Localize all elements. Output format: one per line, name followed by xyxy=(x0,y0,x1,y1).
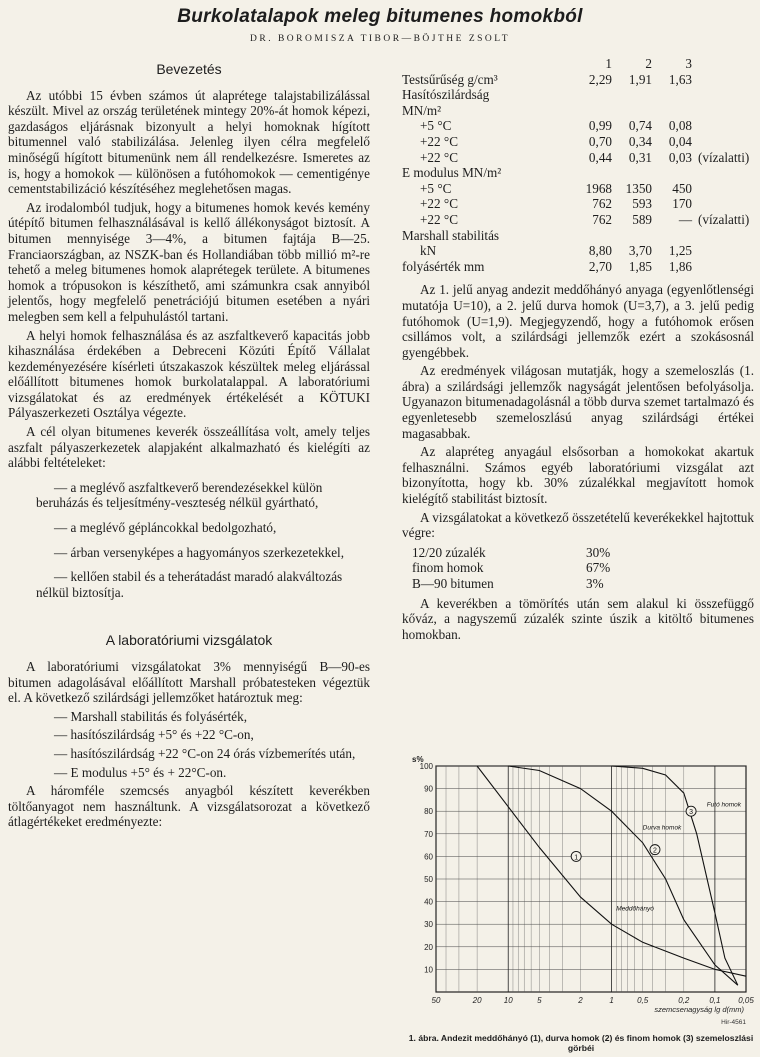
y-axis-label: s% xyxy=(412,755,424,764)
y-tick-label: 100 xyxy=(419,762,433,771)
list-item: — a meglévő aszfaltkeverő berendezésekkel külön beruházás és teljesítmény-veszteség nélkül gyártható, xyxy=(8,480,370,511)
value-cell xyxy=(658,165,698,181)
value-cell: 0,34 xyxy=(628,133,652,149)
value-cell: 593 xyxy=(632,196,652,212)
paragraph: A keverékben a tömörítés után sem alakul ki összefüggő kőváz, a nagyszemű zúzalék szinte úszik a kitöltő bitumenes homokban. xyxy=(402,595,754,642)
row-note xyxy=(698,228,753,244)
article-authors: DR. BOROMISZA TIBOR—BÖJTHE ZSOLT xyxy=(250,34,510,44)
value-cell: 1,91 xyxy=(628,71,652,87)
x-tick-label: 0,5 xyxy=(637,996,649,1005)
mix-pct: 3% xyxy=(586,576,604,591)
list-item: — Marshall stabilitás és folyásérték, xyxy=(8,709,370,725)
value-cell: 589 xyxy=(632,211,652,227)
x-tick-label: 20 xyxy=(472,996,482,1005)
paragraph: A cél olyan bitumenes keverék összeállítása volt, amely teljes aszfalt pályaszerkezetek alapjaként alkalmazható és kielégíti az alábbi feltételeket: xyxy=(8,424,370,471)
table-header-cell: 1 xyxy=(605,56,612,71)
table-row xyxy=(402,134,753,150)
value-cell: 170 xyxy=(672,196,692,212)
y-tick-label: 80 xyxy=(424,807,433,817)
figure-stamp: Hir-4561 xyxy=(721,1019,746,1026)
x-tick-label: 0,1 xyxy=(709,996,721,1005)
x-tick-label: 50 xyxy=(431,996,441,1005)
paragraph: Az irodalomból tudjuk, hogy a bitumenes homok kevés kemény útépítő bitumen felhasználásával is kellő állékonyságot biztosít. A bitumen mennyisége 3—4%, a bitumen fajtája B—25. Franciaországban, az NSZK-ban és Hollandiában több millió m²-re tehető a meleg bitumenes homok alaprétegek területe. A bitumenes homok a trópusokon is készíthető, ami számunkra csak annyiból jelentős, hogy megfelelő penetrációjú bitumen esetében a nyári melegben sem kell a felpuhulástól tartani. xyxy=(8,199,370,324)
value-cell: 0,44 xyxy=(588,149,612,165)
results-table xyxy=(402,56,753,274)
value-cell: 1,86 xyxy=(668,258,692,274)
list-item: — E modulus +5° és + 22°C-on. xyxy=(8,765,370,781)
value-cell: 1968 xyxy=(585,180,612,196)
table-row xyxy=(412,576,614,592)
mix-name: B—90 bitumen xyxy=(412,576,494,591)
mix-pct: 30% xyxy=(586,544,611,560)
table-header-row xyxy=(402,56,753,72)
section-heading-intro: Bevezetés xyxy=(156,61,222,77)
value-cell: 1,25 xyxy=(668,243,692,259)
row-label: folyásérték mm xyxy=(402,258,485,274)
row-label: +22 °C xyxy=(420,196,458,212)
row-note xyxy=(698,87,753,103)
series-name-label: Durva homok xyxy=(642,824,682,832)
value-cell: 3,70 xyxy=(628,243,652,259)
table-row xyxy=(402,243,753,259)
mix-name: finom homok xyxy=(412,560,484,576)
value-cell xyxy=(618,165,658,181)
x-tick-label: 0,2 xyxy=(678,996,690,1005)
value-cell: 0,70 xyxy=(588,133,612,149)
x-tick-label: 1 xyxy=(609,996,614,1005)
row-note: (vízalatti) xyxy=(698,211,750,227)
paragraph: Az utóbbi 15 évben számos út alaprétege talajstabilizálással készült. Mivel az ország területének mintegy 20%-át homok képezi, gazdaságos eljárásnak bizonyult a helyi homoknak hígított bitumennel való stabilizálása. Jelenleg ilyen célra megfelelő minőségű hígított bitumenünk nem áll rendelkezésre. Ismeretes az is, hogy a homokok — különösen a futóhomokok — cementigénye cementstabilizáció készítéséhez meglehetősen magas. xyxy=(8,87,370,197)
y-tick-label: 30 xyxy=(424,920,433,930)
series-line-3 xyxy=(612,766,738,985)
table-row xyxy=(402,228,753,244)
value-cell xyxy=(574,87,618,103)
y-tick-label: 60 xyxy=(424,852,433,862)
x-tick-label: 10 xyxy=(503,996,513,1005)
row-note xyxy=(698,72,753,88)
paragraph: Az eredmények világosan mutatják, hogy a szemeloszlás (1. ábra) a szilárdsági jellemzők nagyságát jelentősen befolyásolja. Ugyanazon bitumenadagolásnál a több durva szemet tartalmazó és egyenletesebb szemeloszlású anyag szilárdsági értékei magasabbak. xyxy=(402,363,754,441)
list-item: — kellően stabil és a teherátadást maradó alakváltozás nélkül biztosítja. xyxy=(8,569,370,600)
table-header-cell: 2 xyxy=(645,56,652,71)
row-label: E modulus MN/m² xyxy=(402,165,502,181)
paragraph: A vizsgálatokat a következő összetételű keverékekkel hajtottuk végre: xyxy=(402,509,754,541)
row-note xyxy=(698,196,753,212)
row-label: +22 °C xyxy=(420,133,458,149)
figure-1 xyxy=(408,752,758,1032)
row-label: +5 °C xyxy=(420,180,452,196)
table-row xyxy=(402,181,753,197)
value-cell: 0,74 xyxy=(628,118,652,134)
value-cell: 762 xyxy=(592,196,612,212)
value-cell: 0,99 xyxy=(588,118,612,134)
x-axis-label: szemcsenagyság lg d(mm) xyxy=(654,1005,744,1014)
y-tick-label: 50 xyxy=(424,875,433,884)
table-row xyxy=(402,259,753,275)
row-label: MN/m² xyxy=(402,102,442,118)
value-cell: 2,70 xyxy=(588,258,612,274)
table-row xyxy=(402,212,753,228)
table-row xyxy=(402,103,753,119)
y-tick-label: 40 xyxy=(424,897,433,907)
series-name-label: Meddőhányó xyxy=(616,905,654,913)
y-tick-label: 20 xyxy=(424,942,433,952)
value-cell xyxy=(658,228,698,244)
row-note xyxy=(698,118,753,134)
row-note xyxy=(698,259,753,275)
list-item: — a meglévő gépláncokkal bedolgozható, xyxy=(8,520,370,536)
table-row xyxy=(412,560,614,576)
paragraph: Az alapréteg anyagául elsősorban a homokokat akartuk felhasználni. Számos egyéb laboratóriumi vizsgálat azt bizonyította, hogy kb. 30% zúzalékkal megjavított homok kielégítő stabilitást biztosít. xyxy=(402,444,754,507)
value-cell xyxy=(574,103,618,119)
list-item: — hasítószilárdság +5° és +22 °C-on, xyxy=(8,727,370,743)
table-row xyxy=(402,72,753,88)
table-row xyxy=(402,150,753,166)
mix-name: 12/20 zúzalék xyxy=(412,544,486,560)
series-number-label: 3 xyxy=(689,809,694,817)
article-title: Burkolatalapok meleg bitumenes homokból xyxy=(177,6,583,27)
table-row xyxy=(402,118,753,134)
value-cell: 450 xyxy=(672,180,692,196)
value-cell xyxy=(618,228,658,244)
y-tick-label: 90 xyxy=(424,784,433,794)
value-cell xyxy=(618,103,658,119)
value-cell xyxy=(618,87,658,103)
value-cell xyxy=(574,228,618,244)
row-label: Hasítószilárdság xyxy=(402,87,490,103)
figure-caption: 1. ábra. Andezit meddőhányó (1), durva homok (2) és finom homok (3) szemeloszlási görbéi xyxy=(408,1033,754,1053)
row-label: +22 °C xyxy=(420,211,458,227)
value-cell: 1350 xyxy=(625,180,652,196)
table-row xyxy=(402,87,753,103)
value-cell: 1,63 xyxy=(668,71,692,87)
value-cell: 762 xyxy=(592,211,612,227)
table-row xyxy=(412,545,614,561)
value-cell xyxy=(658,87,698,103)
series-number-label: 1 xyxy=(574,854,579,862)
value-cell: 0,04 xyxy=(668,133,692,149)
y-tick-label: 70 xyxy=(424,829,433,839)
x-tick-label: 0,05 xyxy=(738,996,754,1005)
value-cell: 2,29 xyxy=(588,71,612,87)
paragraph: A laboratóriumi vizsgálatokat 3% mennyiségű B—90-es bitumen adagolásával előállított Marshall próbatesteken végeztük el. A következő szilárdsági jellemzőket határoztuk meg: xyxy=(8,659,370,706)
series-name-label: Futó homok xyxy=(706,801,742,809)
row-label: +5 °C xyxy=(420,118,452,134)
left-column xyxy=(8,62,370,833)
value-cell: 8,80 xyxy=(588,243,612,259)
row-label: Testsűrűség g/cm³ xyxy=(402,71,498,87)
row-note xyxy=(698,134,753,150)
value-cell: — xyxy=(678,211,692,227)
value-cell xyxy=(574,165,618,181)
list-item: — hasítószilárdság +22 °C-on 24 órás vízbemerítés után, xyxy=(8,746,370,762)
table-header-cell: 3 xyxy=(685,56,692,71)
paragraph: A háromféle szemcsés anyagból készített keverékben töltőanyagot nem használtunk. A vizsgálatsorozat a következő átlagértékeket eredményezte: xyxy=(8,783,370,830)
mix-table xyxy=(412,545,614,592)
value-cell: 1,85 xyxy=(628,258,652,274)
mix-pct: 67% xyxy=(586,560,611,576)
value-cell: 0,31 xyxy=(628,149,652,165)
grain-size-chart xyxy=(408,752,758,1032)
row-label: +22 °C xyxy=(420,149,458,165)
series-line-2 xyxy=(508,766,738,985)
row-label: kN xyxy=(420,243,437,259)
value-cell: 0,08 xyxy=(668,118,692,134)
right-column xyxy=(402,56,754,645)
table-row xyxy=(402,196,753,212)
list-item: — árban versenyképes a hagyományos szerkezetekkel, xyxy=(8,545,370,561)
y-tick-label: 10 xyxy=(424,965,433,975)
x-tick-label: 5 xyxy=(537,996,542,1005)
table-row xyxy=(402,165,753,181)
value-cell xyxy=(658,103,698,119)
section-heading-lab: A laboratóriumi vizsgálatok xyxy=(105,632,273,649)
row-label: Marshall stabilitás xyxy=(402,227,500,243)
series-number-label: 2 xyxy=(653,847,657,855)
paragraph: Az 1. jelű anyag andezit meddőhányó anyaga (egyenlőtlenségi mutatója U=10), a 2. jelű durva homok (U=3,7), a 3. jelű pedig futóhomok (U=1,9). Megjegyzendő, hogy a futóhomok erősen csillámos volt, a szilárdsági jellemzők ezért a szokásosnál gyengébbek. xyxy=(402,282,754,360)
row-note xyxy=(698,243,753,259)
value-cell: 0,03 xyxy=(668,149,692,165)
row-note xyxy=(698,165,753,181)
row-note xyxy=(698,103,753,119)
row-note xyxy=(698,181,753,197)
x-tick-label: 2 xyxy=(578,996,583,1005)
row-note: (vízalatti) xyxy=(698,149,750,165)
paragraph: A helyi homok felhasználása és az aszfaltkeverő kapacitás jobb kihasználása érdekében a Debreceni Közúti Építő Vállalat kezdeményezésére kísérleti útszakaszok készültek meleg eljárással előállított bitumenes homok burkolatalappal. A laboratóriumi vizsgálatokat és az eredmények értékelését a KÖTUKI Pályaszerkezeti Osztálya végezte. xyxy=(8,327,370,421)
